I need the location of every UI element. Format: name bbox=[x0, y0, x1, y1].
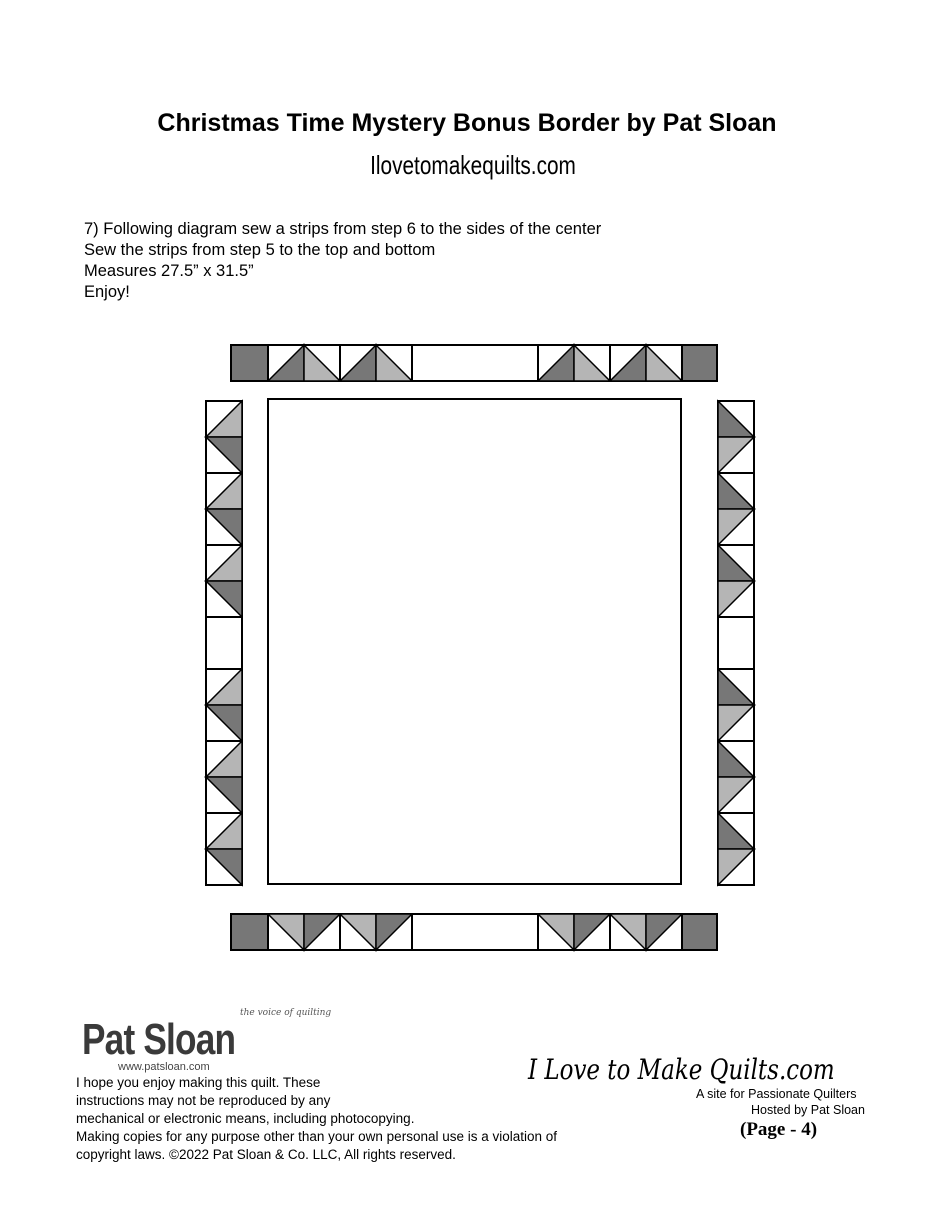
instruction-enjoy: Enjoy! bbox=[84, 283, 130, 301]
corner-square bbox=[231, 345, 268, 381]
logo-tagline: the voice of quilting bbox=[240, 1008, 332, 1018]
copyright-line: copyright laws. ©2022 Pat Sloan & Co. LLC, All rights reserved. bbox=[76, 1147, 456, 1162]
logo-url: www.patsloan.com bbox=[118, 1061, 210, 1073]
corner-square bbox=[231, 914, 268, 950]
instruction-measure: Measures 27.5” x 31.5” bbox=[84, 262, 254, 280]
corner-square bbox=[681, 914, 717, 950]
pat-sloan-logo: Pat Sloan bbox=[82, 1015, 236, 1064]
instruction-step-7: 7) Following diagram sew a strips from step 6 to the sides of the center bbox=[84, 220, 602, 238]
spacer-block bbox=[718, 617, 754, 669]
page-title: Christmas Time Mystery Bonus Border by Pat Sloan bbox=[157, 109, 777, 137]
site-name: Ilovetomakequilts.com bbox=[370, 150, 576, 180]
spacer-block bbox=[206, 617, 242, 669]
quilt-center bbox=[268, 399, 681, 884]
page-number: (Page - 4) bbox=[740, 1119, 818, 1140]
ilovetomakequilts-logo: I Love to Make Quilts.com bbox=[528, 1053, 835, 1086]
site-subtitle: A site for Passionate Quilters bbox=[696, 1087, 857, 1101]
instruction-line: Sew the strips from step 5 to the top and bottom bbox=[84, 241, 436, 259]
site-host: Hosted by Pat Sloan bbox=[751, 1103, 865, 1117]
copyright-line: instructions may not be reproduced by any bbox=[76, 1093, 331, 1108]
copyright-line: I hope you enjoy making this quilt. These bbox=[76, 1075, 321, 1090]
spacer-block bbox=[412, 914, 538, 950]
corner-square bbox=[681, 345, 717, 381]
copyright-line: mechanical or electronic means, including photocopying. bbox=[76, 1111, 415, 1126]
copyright-line: Making copies for any purpose other than your own personal use is a violation of bbox=[76, 1129, 558, 1144]
spacer-block bbox=[412, 345, 538, 381]
